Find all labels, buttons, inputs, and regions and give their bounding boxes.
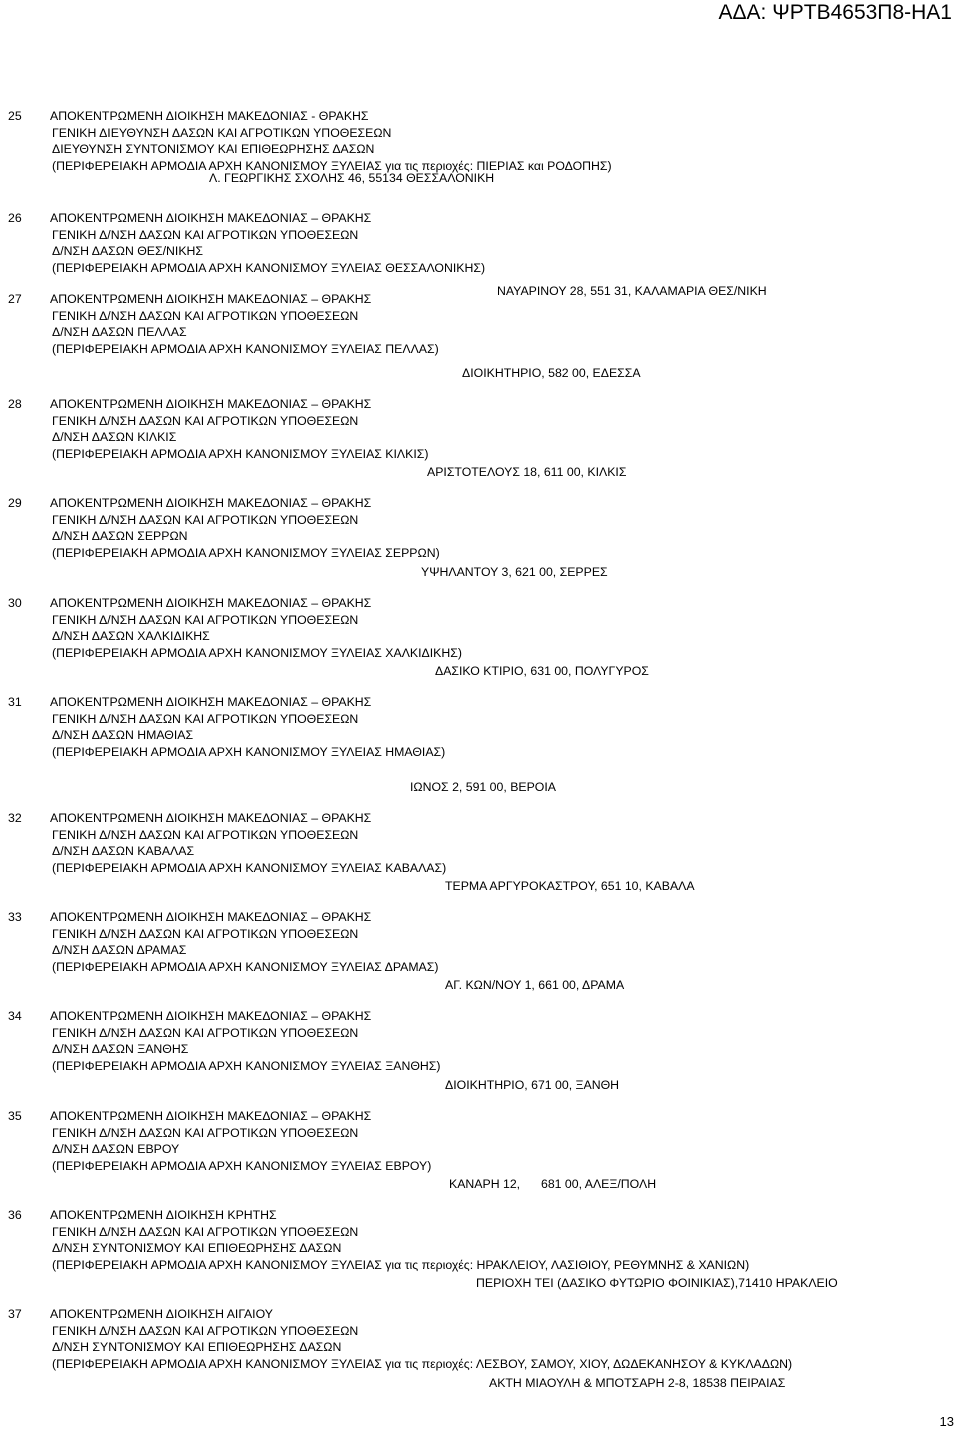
entry-line: Δ/ΝΣΗ ΔΑΣΩΝ ΣΕΡΡΩΝ [52,529,188,543]
entry-number: 28 [8,397,22,411]
entry-line: ΓΕΝΙΚΗ Δ/ΝΣΗ ΔΑΣΩΝ ΚΑΙ ΑΓΡΟΤΙΚΩΝ ΥΠΟΘΕΣΕΩΝ [52,1125,359,1140]
entry-line: Δ/ΝΣΗ ΔΑΣΩΝ ΕΒΡΟΥ [52,1142,180,1156]
entry-line: ΓΕΝΙΚΗ Δ/ΝΣΗ ΔΑΣΩΝ ΚΑΙ ΑΓΡΟΤΙΚΩΝ ΥΠΟΘΕΣΕΩΝ [52,1224,359,1239]
entry-number: 32 [8,811,22,825]
entry-number: 33 [8,910,22,924]
entry-line: ΓΕΝΙΚΗ Δ/ΝΣΗ ΔΑΣΩΝ ΚΑΙ ΑΓΡΟΤΙΚΩΝ ΥΠΟΘΕΣΕΩΝ [52,308,359,323]
entry-line: ΓΕΝΙΚΗ Δ/ΝΣΗ ΔΑΣΩΝ ΚΑΙ ΑΓΡΟΤΙΚΩΝ ΥΠΟΘΕΣΕΩΝ [52,711,359,726]
entry-line: (ΠΕΡΙΦΕΡΕΙΑΚΗ ΑΡΜΟΔΙΑ ΑΡΧΗ ΚΑΝΟΝΙΣΜΟΥ ΞΥΛΕΙΑΣ ΚΙΛΚΙΣ) [52,446,429,461]
entry-line: ΓΕΝΙΚΗ Δ/ΝΣΗ ΔΑΣΩΝ ΚΑΙ ΑΓΡΟΤΙΚΩΝ ΥΠΟΘΕΣΕΩΝ [52,1025,359,1040]
entry-line: Δ/ΝΣΗ ΔΑΣΩΝ ΘΕΣ/ΝΙΚΗΣ [52,244,204,258]
entry-number: 35 [8,1109,22,1123]
entry-line: ΑΠΟΚΕΝΤΡΩΜΕΝΗ ΔΙΟΙΚΗΣΗ ΜΑΚΕΔΟΝΙΑΣ – ΘΡΑΚΗΣ [50,211,372,225]
entry-number: 27 [8,292,22,306]
entry-number: 26 [8,211,22,225]
entry-address-postcode: 681 00, ΑΛΕΞ/ΠΟΛΗ [541,1177,657,1191]
entry-line: ΑΠΟΚΕΝΤΡΩΜΕΝΗ ΔΙΟΙΚΗΣΗ ΚΡΗΤΗΣ [50,1208,277,1222]
entry-line: ΓΕΝΙΚΗ ΔΙΕΥΘΥΝΣΗ ΔΑΣΩΝ ΚΑΙ ΑΓΡΟΤΙΚΩΝ ΥΠΟΘΕΣΕΩΝ [52,125,392,140]
entry-line: Δ/ΝΣΗ ΔΑΣΩΝ ΗΜΑΘΙΑΣ [52,728,194,742]
entry-line: (ΠΕΡΙΦΕΡΕΙΑΚΗ ΑΡΜΟΔΙΑ ΑΡΧΗ ΚΑΝΟΝΙΣΜΟΥ ΞΥΛΕΙΑΣ ΧΑΛΚΙΔΙΚΗΣ) [52,645,462,660]
entry-address: ΙΩΝΟΣ 2, 591 00, ΒΕΡΟΙΑ [410,780,556,794]
entry-line: (ΠΕΡΙΦΕΡΕΙΑΚΗ ΑΡΜΟΔΙΑ ΑΡΧΗ ΚΑΝΟΝΙΣΜΟΥ ΞΥΛΕΙΑΣ ΕΒΡΟΥ) [52,1158,432,1173]
entry-line: ΓΕΝΙΚΗ Δ/ΝΣΗ ΔΑΣΩΝ ΚΑΙ ΑΓΡΟΤΙΚΩΝ ΥΠΟΘΕΣΕΩΝ [52,827,359,842]
entry-line: ΑΠΟΚΕΝΤΡΩΜΕΝΗ ΔΙΟΙΚΗΣΗ ΜΑΚΕΔΟΝΙΑΣ – ΘΡΑΚΗΣ [50,695,372,709]
ada-header: ΑΔΑ: ΨΡΤΒ4653Π8-ΗΑ1 [718,1,952,24]
entry-line: (ΠΕΡΙΦΕΡΕΙΑΚΗ ΑΡΜΟΔΙΑ ΑΡΧΗ ΚΑΝΟΝΙΣΜΟΥ ΞΥΛΕΙΑΣ ΣΕΡΡΩΝ) [52,545,440,560]
entry-line: ΔΙΕΥΘΥΝΣΗ ΣΥΝΤΟΝΙΣΜΟΥ ΚΑΙ ΕΠΙΘΕΩΡΗΣΗΣ ΔΑΣΩΝ [52,142,375,156]
entry-line: ΓΕΝΙΚΗ Δ/ΝΣΗ ΔΑΣΩΝ ΚΑΙ ΑΓΡΟΤΙΚΩΝ ΥΠΟΘΕΣΕΩΝ [52,413,359,428]
entry-address: ΚΑΝΑΡΗ 12, [449,1177,521,1191]
entry-line: Δ/ΝΣΗ ΔΑΣΩΝ ΧΑΛΚΙΔΙΚΗΣ [52,629,210,643]
entry-address: ΔΙΟΙΚΗΤΗΡΙΟ, 582 00, ΕΔΕΣΣΑ [462,366,641,380]
entry-line: ΓΕΝΙΚΗ Δ/ΝΣΗ ΔΑΣΩΝ ΚΑΙ ΑΓΡΟΤΙΚΩΝ ΥΠΟΘΕΣΕΩΝ [52,512,359,527]
entry-line: ΑΠΟΚΕΝΤΡΩΜΕΝΗ ΔΙΟΙΚΗΣΗ ΜΑΚΕΔΟΝΙΑΣ – ΘΡΑΚΗΣ [50,1009,372,1023]
entry-address: ΑΡΙΣΤΟΤΕΛΟΥΣ 18, 611 00, ΚΙΛΚΙΣ [427,465,627,479]
entry-line: Δ/ΝΣΗ ΔΑΣΩΝ ΚΙΛΚΙΣ [52,430,177,444]
entry-address: ΥΨΗΛΑΝΤΟΥ 3, 621 00, ΣΕΡΡΕΣ [421,565,608,579]
entry-line: ΓΕΝΙΚΗ Δ/ΝΣΗ ΔΑΣΩΝ ΚΑΙ ΑΓΡΟΤΙΚΩΝ ΥΠΟΘΕΣΕΩΝ [52,612,359,627]
entry-line: Δ/ΝΣΗ ΔΑΣΩΝ ΔΡΑΜΑΣ [52,943,187,957]
entry-line: (ΠΕΡΙΦΕΡΕΙΑΚΗ ΑΡΜΟΔΙΑ ΑΡΧΗ ΚΑΝΟΝΙΣΜΟΥ ΞΥΛΕΙΑΣ για τις περιοχές: ΠΙΕΡΙΑΣ και ΡΟΔΟΠΗΣ) [52,158,612,173]
entry-line: (ΠΕΡΙΦΕΡΕΙΑΚΗ ΑΡΜΟΔΙΑ ΑΡΧΗ ΚΑΝΟΝΙΣΜΟΥ ΞΥΛΕΙΑΣ ΞΑΝΘΗΣ) [52,1058,441,1073]
entry-line: ΑΠΟΚΕΝΤΡΩΜΕΝΗ ΔΙΟΙΚΗΣΗ ΜΑΚΕΔΟΝΙΑΣ – ΘΡΑΚΗΣ [50,292,372,306]
entry-line: ΑΠΟΚΕΝΤΡΩΜΕΝΗ ΔΙΟΙΚΗΣΗ ΑΙΓΑΙΟΥ [50,1307,273,1321]
entry-line: (ΠΕΡΙΦΕΡΕΙΑΚΗ ΑΡΜΟΔΙΑ ΑΡΧΗ ΚΑΝΟΝΙΣΜΟΥ ΞΥΛΕΙΑΣ ΠΕΛΛΑΣ) [52,341,439,356]
entry-line: ΑΠΟΚΕΝΤΡΩΜΕΝΗ ΔΙΟΙΚΗΣΗ ΜΑΚΕΔΟΝΙΑΣ – ΘΡΑΚΗΣ [50,910,372,924]
entry-line: ΓΕΝΙΚΗ Δ/ΝΣΗ ΔΑΣΩΝ ΚΑΙ ΑΓΡΟΤΙΚΩΝ ΥΠΟΘΕΣΕΩΝ [52,1323,359,1338]
entry-line: Δ/ΝΣΗ ΔΑΣΩΝ ΚΑΒΑΛΑΣ [52,844,195,858]
entry-line: ΑΠΟΚΕΝΤΡΩΜΕΝΗ ΔΙΟΙΚΗΣΗ ΜΑΚΕΔΟΝΙΑΣ – ΘΡΑΚΗΣ [50,496,372,510]
entry-address: ΔΙΟΙΚΗΤΗΡΙΟ, 671 00, ΞΑΝΘΗ [445,1078,620,1092]
entry-line: Δ/ΝΣΗ ΔΑΣΩΝ ΞΑΝΘΗΣ [52,1042,189,1056]
entry-line: (ΠΕΡΙΦΕΡΕΙΑΚΗ ΑΡΜΟΔΙΑ ΑΡΧΗ ΚΑΝΟΝΙΣΜΟΥ ΞΥΛΕΙΑΣ ΚΑΒΑΛΑΣ) [52,860,447,875]
entry-number: 30 [8,596,22,610]
entry-line: Δ/ΝΣΗ ΣΥΝΤΟΝΙΣΜΟΥ ΚΑΙ ΕΠΙΘΕΩΡΗΣΗΣ ΔΑΣΩΝ [52,1340,342,1354]
entry-line: ΑΠΟΚΕΝΤΡΩΜΕΝΗ ΔΙΟΙΚΗΣΗ ΜΑΚΕΔΟΝΙΑΣ – ΘΡΑΚΗΣ [50,811,372,825]
entry-number: 36 [8,1208,22,1222]
entry-address: ΑΓ. ΚΩΝ/ΝΟΥ 1, 661 00, ΔΡΑΜΑ [445,978,625,992]
entry-line: ΑΠΟΚΕΝΤΡΩΜΕΝΗ ΔΙΟΙΚΗΣΗ ΜΑΚΕΔΟΝΙΑΣ - ΘΡΑΚΗΣ [50,109,369,123]
entry-line: (ΠΕΡΙΦΕΡΕΙΑΚΗ ΑΡΜΟΔΙΑ ΑΡΧΗ ΚΑΝΟΝΙΣΜΟΥ ΞΥΛΕΙΑΣ ΔΡΑΜΑΣ) [52,959,439,974]
entry-line: ΑΠΟΚΕΝΤΡΩΜΕΝΗ ΔΙΟΙΚΗΣΗ ΜΑΚΕΔΟΝΙΑΣ – ΘΡΑΚΗΣ [50,1109,372,1123]
entry-line: ΑΠΟΚΕΝΤΡΩΜΕΝΗ ΔΙΟΙΚΗΣΗ ΜΑΚΕΔΟΝΙΑΣ – ΘΡΑΚΗΣ [50,596,372,610]
entry-line: (ΠΕΡΙΦΕΡΕΙΑΚΗ ΑΡΜΟΔΙΑ ΑΡΧΗ ΚΑΝΟΝΙΣΜΟΥ ΞΥΛΕΙΑΣ για τις περιοχές: ΛΕΣΒΟΥ, ΣΑΜΟΥ, ΧΙΟΥ, ΔΩΔΕΚΑΝΗΣΟΥ & ΚΥΚΛΑΔΩΝ) [52,1356,793,1371]
entry-line: (ΠΕΡΙΦΕΡΕΙΑΚΗ ΑΡΜΟΔΙΑ ΑΡΧΗ ΚΑΝΟΝΙΣΜΟΥ ΞΥΛΕΙΑΣ ΘΕΣΣΑΛΟΝΙΚΗΣ) [52,260,486,275]
entry-line: ΓΕΝΙΚΗ Δ/ΝΣΗ ΔΑΣΩΝ ΚΑΙ ΑΓΡΟΤΙΚΩΝ ΥΠΟΘΕΣΕΩΝ [52,227,359,242]
entry-number: 31 [8,695,22,709]
entry-address: ΠΕΡΙΟΧΗ ΤΕΙ (ΔΑΣΙΚΟ ΦΥΤΩΡΙΟ ΦΟΙΝΙΚΙΑΣ),71410 ΗΡΑΚΛΕΙΟ [476,1276,838,1290]
entry-address: ΝΑΥΑΡΙΝΟΥ 28, 551 31, ΚΑΛΑΜΑΡΙΑ ΘΕΣ/ΝΙΚΗ [497,284,767,298]
entry-line: Δ/ΝΣΗ ΔΑΣΩΝ ΠΕΛΛΑΣ [52,325,187,339]
entry-number: 37 [8,1307,22,1321]
entry-number: 25 [8,109,22,123]
entry-address: ΔΑΣΙΚΟ ΚΤΙΡΙΟ, 631 00, ΠΟΛΥΓΥΡΟΣ [435,664,649,678]
entry-line: ΓΕΝΙΚΗ Δ/ΝΣΗ ΔΑΣΩΝ ΚΑΙ ΑΓΡΟΤΙΚΩΝ ΥΠΟΘΕΣΕΩΝ [52,926,359,941]
entry-line: (ΠΕΡΙΦΕΡΕΙΑΚΗ ΑΡΜΟΔΙΑ ΑΡΧΗ ΚΑΝΟΝΙΣΜΟΥ ΞΥΛΕΙΑΣ για τις περιοχές: ΗΡΑΚΛΕΙΟΥ, ΛΑΣΙΘΙΟΥ, ΡΕΘΥΜΝΗΣ & ΧΑΝΙΩΝ) [52,1257,750,1272]
page-number: 13 [939,1414,954,1429]
entry-line: ΑΠΟΚΕΝΤΡΩΜΕΝΗ ΔΙΟΙΚΗΣΗ ΜΑΚΕΔΟΝΙΑΣ – ΘΡΑΚΗΣ [50,397,372,411]
entry-line: (ΠΕΡΙΦΕΡΕΙΑΚΗ ΑΡΜΟΔΙΑ ΑΡΧΗ ΚΑΝΟΝΙΣΜΟΥ ΞΥΛΕΙΑΣ ΗΜΑΘΙΑΣ) [52,744,446,759]
entry-number: 29 [8,496,22,510]
entry-address: Λ. ΓΕΩΡΓΙΚΗΣ ΣΧΟΛΗΣ 46, 55134 ΘΕΣΣΑΛΟΝΙΚΗ [209,171,495,185]
entry-address: ΑΚΤΗ ΜΙΑΟΥΛΗ & ΜΠΟΤΣΑΡΗ 2-8, 18538 ΠΕΙΡΑΙΑΣ [489,1376,786,1390]
entry-number: 34 [8,1009,22,1023]
entry-address: ΤΕΡΜΑ ΑΡΓΥΡΟΚΑΣΤΡΟΥ, 651 10, ΚΑΒΑΛΑ [445,879,695,893]
entry-line: Δ/ΝΣΗ ΣΥΝΤΟΝΙΣΜΟΥ ΚΑΙ ΕΠΙΘΕΩΡΗΣΗΣ ΔΑΣΩΝ [52,1241,342,1255]
